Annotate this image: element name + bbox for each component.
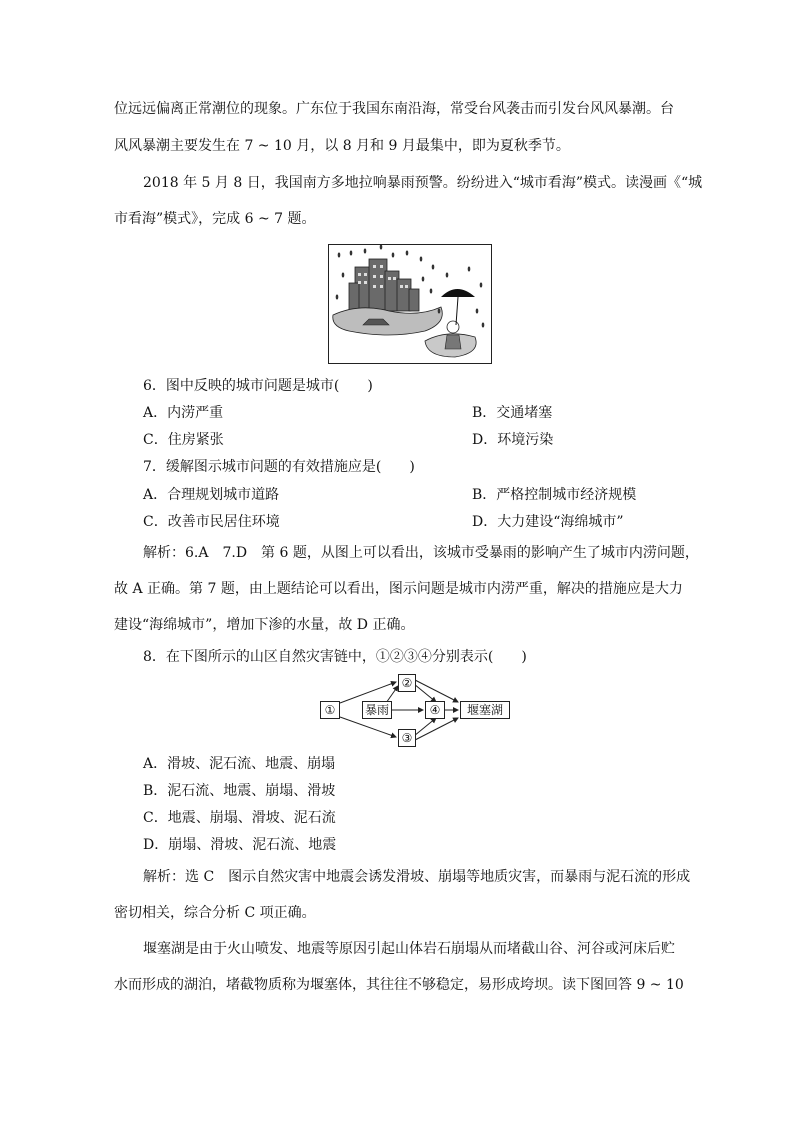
q7-option-d: D．大力建设“海绵城市” xyxy=(472,514,624,530)
q7-option-c: C．改善市民居住环境 xyxy=(143,514,280,530)
analysis-6-7-line-3: 建设“海绵城市”，增加下渗的水量，故 D 正确。 xyxy=(114,617,415,633)
context-line-1: 2018 年 5 月 8 日，我国南方多地拉响暴雨预警。纷纷进入“城市看海”模式。读漫画《“城 xyxy=(143,175,703,191)
disaster-chain-diagram xyxy=(318,672,514,748)
q6-option-a: A．内涝严重 xyxy=(143,405,224,421)
intro-line-2: 风风暴潮主要发生在 7 ~ 10 月，以 8 月和 9 月最集中，即为夏秋季节。 xyxy=(114,138,570,154)
analysis-8-line-1: 解析：选 C 图示自然灾害中地震会诱发滑坡、崩塌等地质灾害，而暴雨与泥石流的形成 xyxy=(143,869,691,885)
q8-option-b: B．泥石流、地震、崩塌、滑坡 xyxy=(143,783,336,799)
chain-node-3: ③ xyxy=(398,729,416,747)
q8-stem: 8．在下图所示的山区自然灾害链中，①②③④分别表示( ) xyxy=(143,649,527,665)
passage-line-2: 水而形成的湖泊，堵截物质称为堰塞体，其往往不够稳定，易形成垮坝。读下图回答 9 ~ 10 xyxy=(114,977,684,993)
q6-option-d: D．环境污染 xyxy=(472,432,554,448)
q6-option-c: C．住房紧张 xyxy=(143,432,224,448)
q7-option-b: B．严格控制城市经济规模 xyxy=(472,487,637,503)
chain-node-rainstorm: 暴雨 xyxy=(362,701,392,719)
q6-option-b: B．交通堵塞 xyxy=(472,405,553,421)
chain-node-4: ④ xyxy=(425,701,445,719)
context-line-2: 市看海”模式》，完成 6 ~ 7 题。 xyxy=(114,211,316,227)
q8-option-d: D．崩塌、滑坡、泥石流、地震 xyxy=(143,837,337,853)
q8-option-c: C．地震、崩塌、滑坡、泥石流 xyxy=(143,810,336,826)
chain-node-1: ① xyxy=(320,701,340,719)
analysis-6-7-line-2: 故 A 正确。第 7 题，由上题结论可以看出，图示问题是城市内涝严重，解决的措施应是大力 xyxy=(114,581,683,597)
q7-stem: 7．缓解图示城市问题的有效措施应是( ) xyxy=(143,459,415,475)
chain-node-2: ② xyxy=(398,674,416,692)
q7-option-a: A．合理规划城市道路 xyxy=(143,487,280,503)
intro-line-1: 位远远偏离正常潮位的现象。广东位于我国东南沿海，常受台风袭击而引发台风风暴潮。台 xyxy=(114,101,674,117)
analysis-6-7-line-1: 解析：6.A 7.D 第 6 题，从图上可以看出，该城市受暴雨的影响产生了城市内涝问题， xyxy=(143,545,699,561)
analysis-8-line-2: 密切相关，综合分析 C 项正确。 xyxy=(114,905,316,921)
chain-node-barrier-lake: 堰塞湖 xyxy=(460,701,510,719)
city-flood-cartoon xyxy=(328,244,492,364)
passage-line-1: 堰塞湖是由于火山喷发、地震等原因引起山体岩石崩塌从而堵截山谷、河谷或河床后贮 xyxy=(143,941,675,957)
q6-stem: 6．图中反映的城市问题是城市( ) xyxy=(143,378,373,394)
q8-option-a: A．滑坡、泥石流、地震、崩塌 xyxy=(143,756,336,772)
